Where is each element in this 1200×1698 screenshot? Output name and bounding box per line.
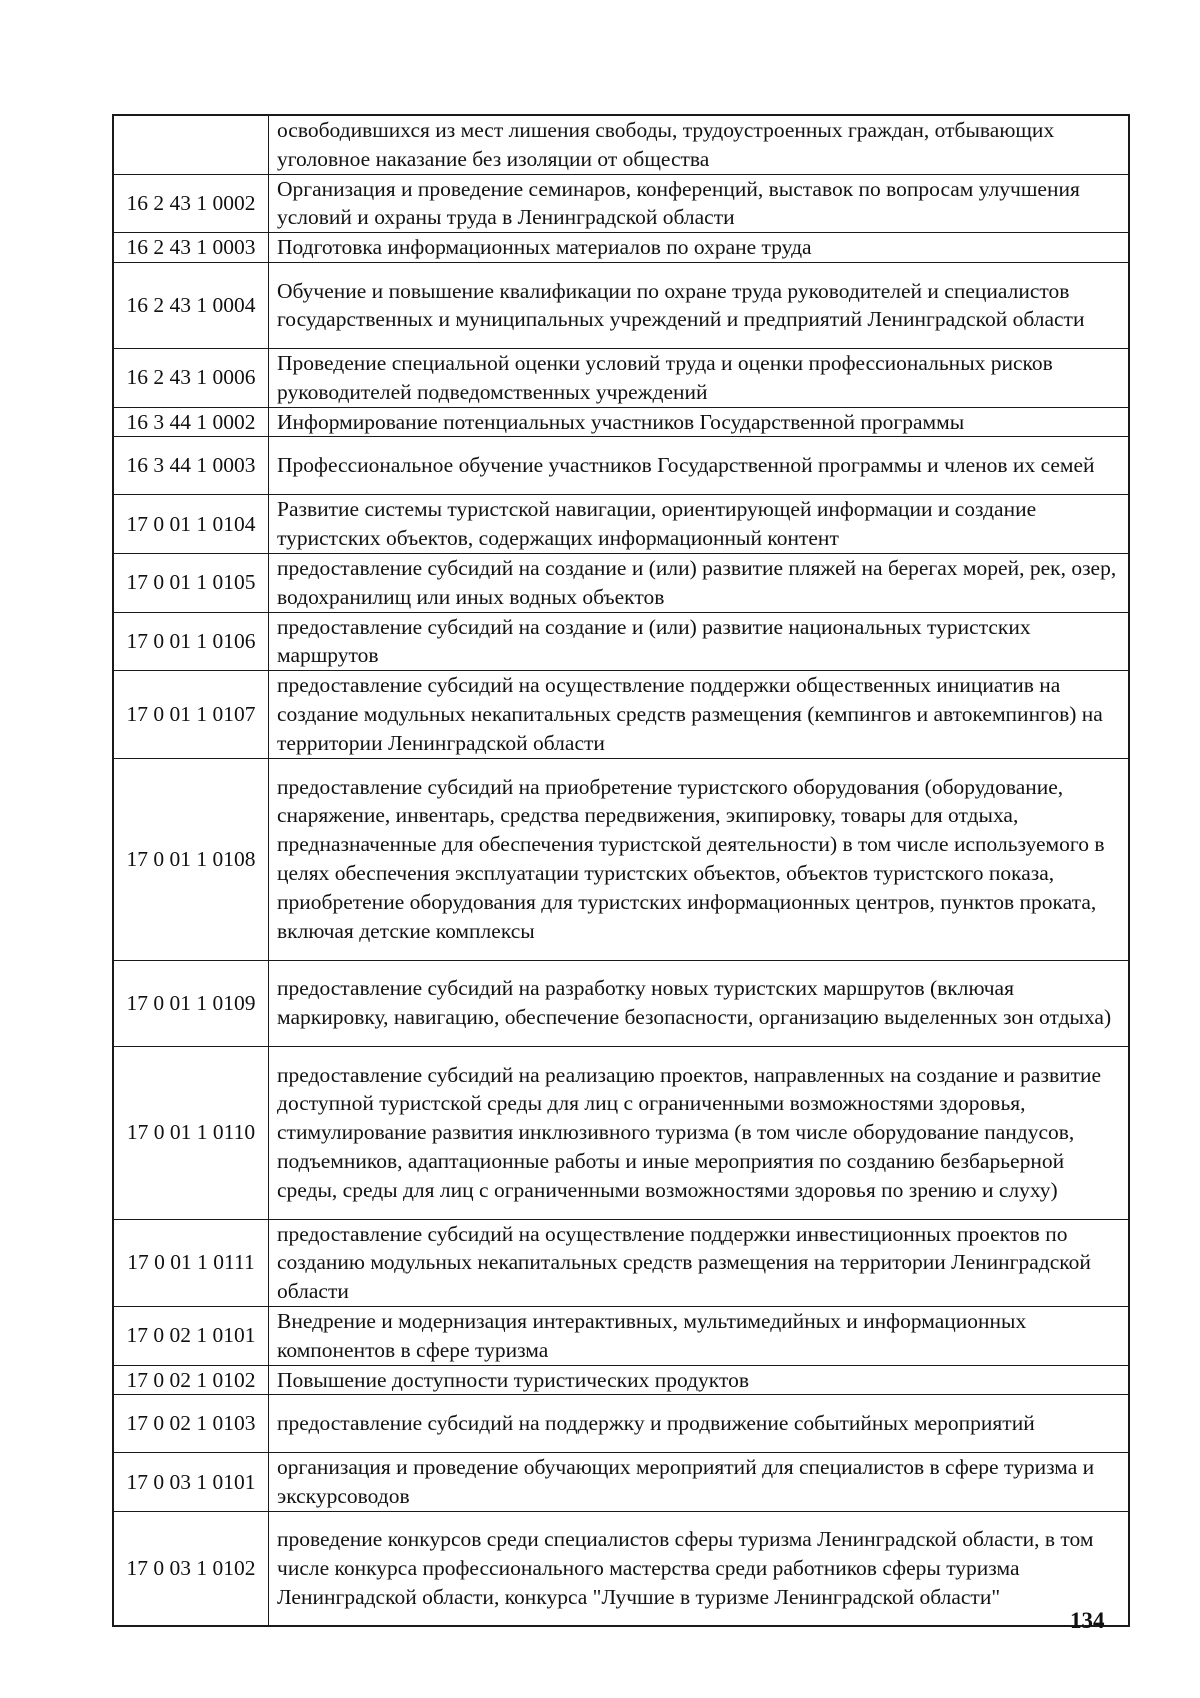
table-row <box>113 1046 1129 1219</box>
table-row <box>113 1395 1129 1453</box>
row-description: организация и проведение обучающих мероприятий для специалистов в сфере туризма и экскурсоводов <box>269 1453 1130 1512</box>
row-description: проведение конкурсов среди специалистов сферы туризма Ленинградской области, в том числе конкурса профессионального мастерства среди работников сферы туризма Ленинградской области, конкурса "Лучшие в туризме Ленинградской области" <box>269 1511 1130 1626</box>
row-code <box>113 115 269 174</box>
row-code: 17 0 01 1 0106 <box>113 612 269 671</box>
row-code: 17 0 01 1 0110 <box>113 1046 269 1219</box>
row-description: Обучение и повышение квалификации по охране труда руководителей и специалистов государственных и муниципальных учреждений и предприятий Ленинградской области <box>269 262 1130 348</box>
table-row <box>113 758 1129 960</box>
table-row <box>113 553 1129 612</box>
row-description: предоставление субсидий на разработку новых туристских маршрутов (включая маркировку, навигацию, обеспечение безопасности, организацию выделенных зон отдыха) <box>269 960 1130 1046</box>
table-row <box>113 348 1129 407</box>
table-row <box>113 115 1129 174</box>
table-row <box>113 1511 1129 1626</box>
row-code: 17 0 01 1 0105 <box>113 553 269 612</box>
row-description: Развитие системы туристской навигации, ориентирующей информации и создание туристских объектов, содержащих информационный контент <box>269 495 1130 554</box>
row-code: 17 0 01 1 0111 <box>113 1219 269 1306</box>
row-description: освободившихся из мест лишения свободы, трудоустроенных граждан, отбывающих уголовное наказание без изоляции от общества <box>269 115 1130 174</box>
row-code: 16 2 43 1 0006 <box>113 348 269 407</box>
budget-code-table <box>112 114 1130 1627</box>
table-row <box>113 1453 1129 1512</box>
row-code: 17 0 02 1 0103 <box>113 1395 269 1453</box>
row-code: 16 3 44 1 0003 <box>113 437 269 495</box>
table-row <box>113 174 1129 233</box>
table-row <box>113 233 1129 263</box>
table-row <box>113 1219 1129 1306</box>
row-code: 17 0 03 1 0102 <box>113 1511 269 1626</box>
table-row <box>113 1365 1129 1395</box>
page-number: 134 <box>1070 1608 1105 1633</box>
table-row <box>113 262 1129 348</box>
table-row <box>113 960 1129 1046</box>
row-description: предоставление субсидий на осуществление поддержки общественных инициатив на создание модульных некапитальных средств размещения (кемпингов и автокемпингов) на территории Ленинградской области <box>269 671 1130 758</box>
table-row <box>113 495 1129 554</box>
row-code: 17 0 01 1 0109 <box>113 960 269 1046</box>
row-code: 17 0 01 1 0104 <box>113 495 269 554</box>
row-description: Организация и проведение семинаров, конференций, выставок по вопросам улучшения условий и охраны труда в Ленинградской области <box>269 174 1130 233</box>
row-code: 16 2 43 1 0004 <box>113 262 269 348</box>
row-code: 16 2 43 1 0002 <box>113 174 269 233</box>
row-description: Подготовка информационных материалов по охране труда <box>269 233 1130 263</box>
row-description: предоставление субсидий на реализацию проектов, направленных на создание и развитие доступной туристской среды для лиц с ограниченными возможностями здоровья, стимулирование развития инклюзивного туризма (в том числе оборудование пандусов, подъемников, адаптационные работы и иные мероприятия по созданию безбарьерной среды, среды для лиц с ограниченными возможностями здоровья по зрению и слуху) <box>269 1046 1130 1219</box>
row-code: 17 0 01 1 0108 <box>113 758 269 960</box>
table-row <box>113 437 1129 495</box>
row-description: Внедрение и модернизация интерактивных, мультимедийных и информационных компонентов в сфере туризма <box>269 1306 1130 1365</box>
row-code: 17 0 02 1 0101 <box>113 1306 269 1365</box>
row-code: 16 3 44 1 0002 <box>113 407 269 437</box>
row-description: предоставление субсидий на осуществление поддержки инвестиционных проектов по созданию модульных некапитальных средств размещения на территории Ленинградской области <box>269 1219 1130 1306</box>
row-description: предоставление субсидий на создание и (или) развитие национальных туристских маршрутов <box>269 612 1130 671</box>
table-row <box>113 671 1129 758</box>
row-code: 17 0 02 1 0102 <box>113 1365 269 1395</box>
table-row <box>113 407 1129 437</box>
row-description: Профессиональное обучение участников Государственной программы и членов их семей <box>269 437 1130 495</box>
row-description: предоставление субсидий на создание и (или) развитие пляжей на берегах морей, рек, озер, водохранилищ или иных водных объектов <box>269 553 1130 612</box>
row-code: 17 0 01 1 0107 <box>113 671 269 758</box>
row-description: Информирование потенциальных участников Государственной программы <box>269 407 1130 437</box>
table-row <box>113 1306 1129 1365</box>
row-description: Повышение доступности туристических продуктов <box>269 1365 1130 1395</box>
row-description: предоставление субсидий на поддержку и продвижение событийных мероприятий <box>269 1395 1130 1453</box>
row-description: Проведение специальной оценки условий труда и оценки профессиональных рисков руководителей подведомственных учреждений <box>269 348 1130 407</box>
row-code: 16 2 43 1 0003 <box>113 233 269 263</box>
row-description: предоставление субсидий на приобретение туристского оборудования (оборудование, снаряжение, инвентарь, средства передвижения, экипировку, товары для отдыха, предназначенные для обеспечения туристской деятельности) в том числе используемого в целях обеспечения эксплуатации туристских объектов, объектов туристского показа, приобретение оборудования для туристских информационных центров, пунктов проката, включая детские комплексы <box>269 758 1130 960</box>
table-row <box>113 612 1129 671</box>
row-code: 17 0 03 1 0101 <box>113 1453 269 1512</box>
